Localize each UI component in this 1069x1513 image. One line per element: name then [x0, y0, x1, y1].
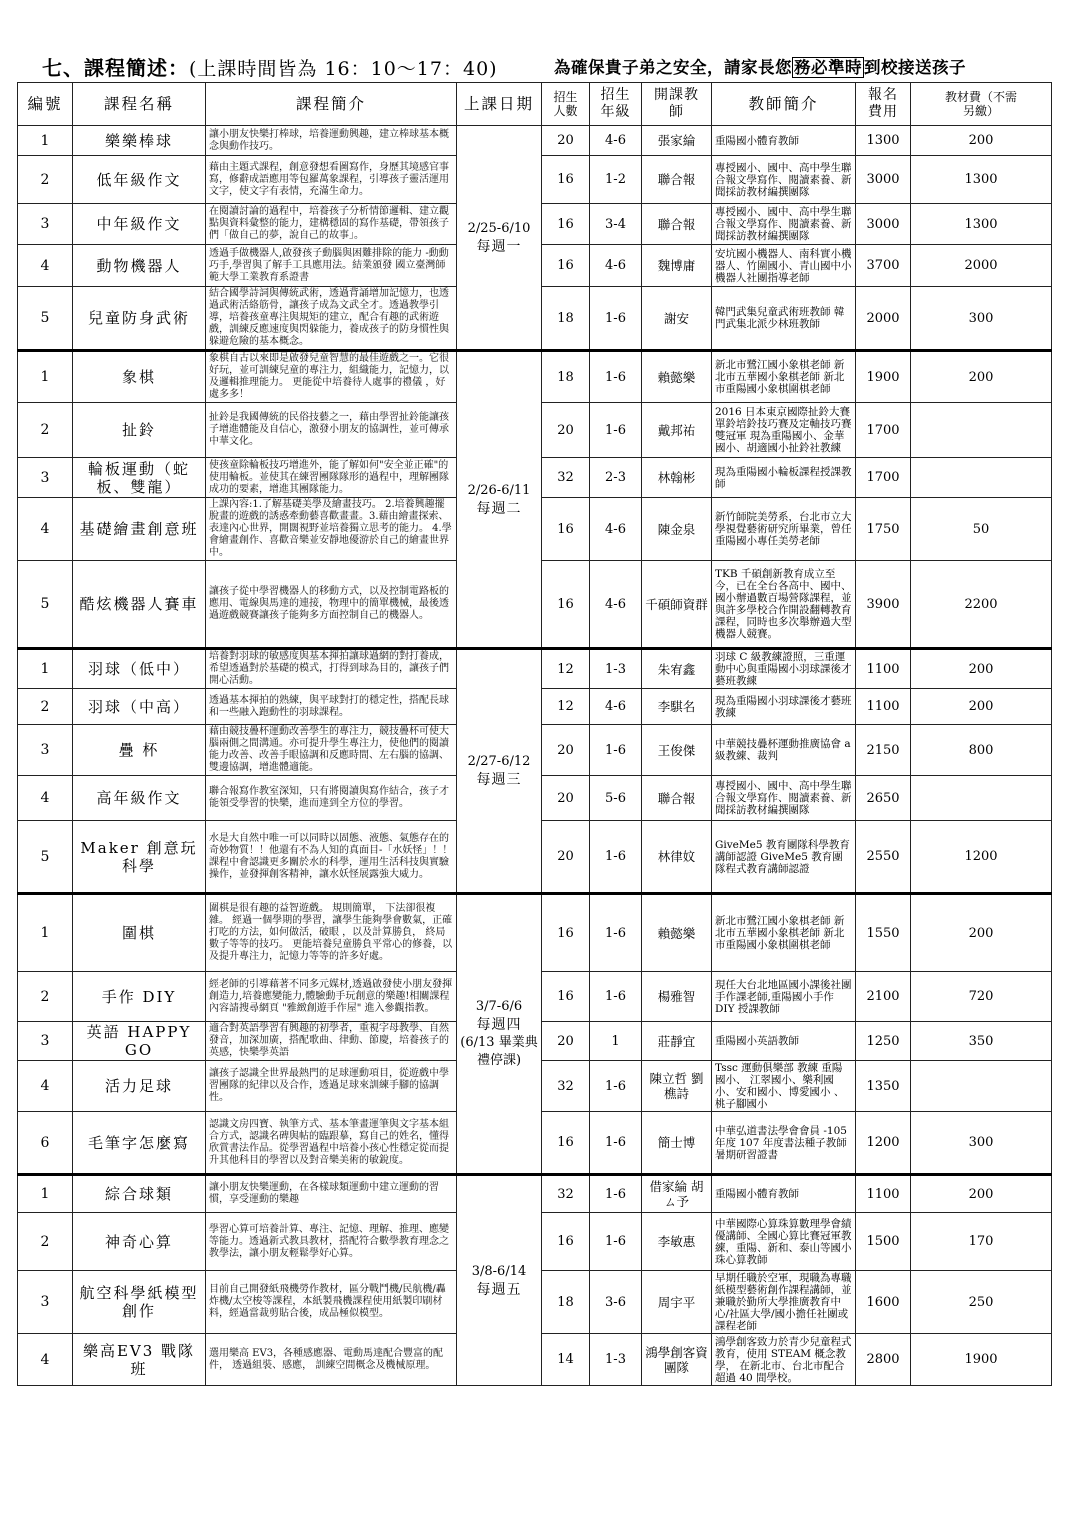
teacher-name: 周宇平	[642, 1271, 712, 1334]
teacher-intro: 重陽國小體育教師	[712, 1175, 856, 1213]
registration-fee: 1100	[856, 689, 911, 725]
course-id: 1	[18, 894, 73, 972]
col-header-id: 編號	[18, 83, 73, 126]
class-date-cell	[457, 351, 542, 649]
teacher-intro: 重陽國小英語教師	[712, 1022, 856, 1061]
grade-range: 1-6	[590, 1213, 642, 1271]
course-id: 4	[18, 1334, 73, 1386]
material-fee: 300	[911, 287, 1052, 351]
teacher-name: 李騏名	[642, 689, 712, 725]
course-intro: 學習心算可培養計算、專注、記憶、理解、推理、應變等能力。透過新式教具教材，搭配符合數學教育理念之教學法，讓小朋友輕鬆學好心算。	[206, 1213, 457, 1271]
teacher-name: 王俊傑	[642, 725, 712, 776]
notice-text-pre: 為確保貴子弟之安全，請家長您	[554, 58, 792, 77]
class-date-cell	[457, 1175, 542, 1386]
course-intro: 上課內容:1.了解基礎美學及繪畫技巧。 2.培養興趣擺脫畫的遊戲的誘惑牽動藝喜歡畫畫。3.藉由繪畫探索、表達內心世界，開闊視野並培養獨立思考的能力。 4.學會繪畫創作、喜歡音樂並安靜地優游於自己的繪畫世界中。	[206, 498, 457, 561]
capacity: 16	[542, 204, 590, 245]
material-fee: 2200	[911, 561, 1052, 649]
registration-fee: 3000	[856, 156, 911, 204]
course-id: 5	[18, 561, 73, 649]
capacity: 32	[542, 458, 590, 498]
course-id: 1	[18, 126, 73, 156]
capacity: 16	[542, 561, 590, 649]
course-name: 圍棋	[73, 894, 206, 972]
weekday: 每週四	[476, 1017, 522, 1033]
course-id: 6	[18, 1112, 73, 1175]
course-name: 象棋	[73, 351, 206, 403]
course-intro: 適合對英語學習有興趣的初學者，重視字母教學、自然發音，加深加廣，搭配歌曲、律動、節慶，培養孩子的英感，快樂學英語	[206, 1022, 457, 1061]
grade-range: 4-6	[590, 126, 642, 156]
registration-fee: 1750	[856, 498, 911, 561]
teacher-name: 聯合報	[642, 776, 712, 821]
material-fee: 50	[911, 498, 1052, 561]
grade-range: 1-2	[590, 156, 642, 204]
table-row	[18, 351, 1052, 403]
course-id: 1	[18, 351, 73, 403]
teacher-intro: 韓門武集兒童武術班教師 韓門武集北派少林班教師	[712, 287, 856, 351]
material-fee: 200	[911, 1175, 1052, 1213]
course-intro: 讓孩子認識全世界最熱門的足球運動項目，從遊戲中學習團隊的紀律以及合作，透過足球來訓練手腳的協調性。	[206, 1061, 457, 1112]
course-table	[17, 82, 1052, 1386]
registration-fee: 3900	[856, 561, 911, 649]
capacity: 20	[542, 776, 590, 821]
course-id: 2	[18, 403, 73, 458]
col-header-name: 課程名稱	[73, 83, 206, 126]
capacity: 20	[542, 403, 590, 458]
grade-range: 2-3	[590, 458, 642, 498]
capacity: 18	[542, 287, 590, 351]
registration-fee: 1500	[856, 1213, 911, 1271]
grade-range: 1-6	[590, 972, 642, 1022]
material-fee: 250	[911, 1271, 1052, 1334]
teacher-intro: 安坑國小機器人、南科實小機器人、竹圍國小、青山國中小機器人社團指導老師	[712, 245, 856, 287]
table-row	[18, 1175, 1052, 1213]
registration-fee: 2550	[856, 821, 911, 894]
teacher-name: 莊靜宜	[642, 1022, 712, 1061]
material-fee: 200	[911, 649, 1052, 689]
capacity: 18	[542, 351, 590, 403]
date-note: (6/13 畢業典禮停課)	[460, 1035, 538, 1068]
course-intro: 選用樂高 EV3，各種感應器、電動馬達配合豐富的配件， 透過組裝、感應， 訓練空間概念及機械原理。	[206, 1334, 457, 1386]
grade-range: 1-6	[590, 403, 642, 458]
grade-range: 1-6	[590, 1175, 642, 1213]
course-name: 羽球（低中）	[73, 649, 206, 689]
registration-fee: 2650	[856, 776, 911, 821]
class-date-cell	[457, 126, 542, 351]
capacity: 20	[542, 725, 590, 776]
course-intro: 藉由主題式課程，創意發想看圖寫作，身歷其境感官事寫，修辭成語應用等包羅萬象課程，引導孩子靈活運用文字，使文字有表情，充滿生命力。	[206, 156, 457, 204]
capacity: 16	[542, 894, 590, 972]
teacher-intro: GiveMe5 教育團隊科學教育講師認證 GiveMe5 教育團隊程式教育講師認證	[712, 821, 856, 894]
course-intro: 經老師的引導藉著不同多元媒材,透過啟發使小朋友發揮創造力,培養應變能力,體驗動手玩創意的樂趣!相關課程內容請搜尋網頁 "雅緻創遊手作屋" 進入參觀指教。	[206, 972, 457, 1022]
course-id: 3	[18, 1022, 73, 1061]
registration-fee: 1300	[856, 126, 911, 156]
date-range: 2/25-6/10	[467, 220, 531, 236]
grade-range: 5-6	[590, 776, 642, 821]
material-fee: 200	[911, 351, 1052, 403]
course-id: 2	[18, 156, 73, 204]
col-header-material: 教材費（不需另繳）	[911, 83, 1052, 126]
weekday: 每週三	[476, 772, 522, 788]
course-id: 3	[18, 1271, 73, 1334]
course-intro: 讓孩子從中學習機器人的移動方式，以及控制電路板的應用、電線與馬達的連接，物理中的簡單機械，最後透過遊戲競賽讓孩子能夠多方面控制自己的機器人。	[206, 561, 457, 649]
registration-fee: 1200	[856, 1112, 911, 1175]
material-fee: 800	[911, 725, 1052, 776]
teacher-name: 林翰彬	[642, 458, 712, 498]
course-intro: 讓小朋友快樂運動，在各樣球類運動中建立運動的習慣，享受運動的樂趣	[206, 1175, 457, 1213]
course-intro: 透過基本揮拍的熟練，與平球對打的穩定性，搭配長球和一些融入跑動性的羽球課程。	[206, 689, 457, 725]
notice-boxed-text: 務必準時	[794, 58, 862, 77]
grade-range: 1	[590, 1022, 642, 1061]
teacher-intro: 新北市鷺江國小象棋老師 新北市五華國小象棋老師 新北市重陽國小象棋圍棋老師	[712, 351, 856, 403]
class-date-cell	[457, 894, 542, 1175]
course-intro: 藉由競技疊杯運動改善學生的專注力，競技疊杯可使大腦兩側之間溝通。亦可提升學生專注力，使他們的閱讀能力改善、改善手眼協調和反應時間、左右腦的協調、雙邊協調，增進體適能。	[206, 725, 457, 776]
safety-notice	[554, 54, 966, 78]
col-header-fee: 報名費用	[856, 83, 911, 126]
course-intro: 透過手做機器人,啟發孩子動腦與困難排除的能力 -動動巧手,學習與了解手工具應用法。結業頒發 國立臺灣師範大學工業教育系證書	[206, 245, 457, 287]
capacity: 16	[542, 156, 590, 204]
course-name: 酷炫機器人賽車	[73, 561, 206, 649]
table-header	[18, 83, 1052, 126]
material-fee: 1300	[911, 204, 1052, 245]
teacher-name: 借家綸 胡ㄙ予	[642, 1175, 712, 1213]
capacity: 16	[542, 972, 590, 1022]
teacher-name: 千碩師資群	[642, 561, 712, 649]
capacity: 12	[542, 649, 590, 689]
course-intro: 結合國學詩詞與傳統武術，透過背誦增加記憶力，也透過武術活絡筋骨，讓孩子成為文武全才。透過教學引導，培養孩童專注與規矩的建立，配合有趣的武術遊戲，訓練反應速度與閃躲能力，養成孩子的防身慣性與躲避危險的基本概念。	[206, 287, 457, 351]
course-intro: 水是大自然中唯一可以同時以固態、液態、氣態存在的奇妙物質！！他還有不為人知的真面目-「水妖怪」！！課程中會認識更多關於水的科學，運用生活科技與實驗操作，並發揮創客精神，讓水妖怪展露強大威力。	[206, 821, 457, 894]
col-header-teacher: 開課教師	[642, 83, 712, 126]
material-fee: 350	[911, 1022, 1052, 1061]
capacity: 20	[542, 1022, 590, 1061]
teacher-intro: 中華國際心算珠算數理學會績優講師、全國心算比賽冠軍教練，重陽、新和、泰山等國小珠心算教師	[712, 1213, 856, 1271]
registration-fee: 1600	[856, 1271, 911, 1334]
course-name: 英語 HAPPY GO	[73, 1022, 206, 1061]
registration-fee: 2000	[856, 287, 911, 351]
class-time-subtitle: (上課時間皆為 16：10～17：40)	[189, 58, 498, 80]
grade-range: 1-6	[590, 894, 642, 972]
course-intro: 使孩童除輪板技巧增進外，能了解如何"安全並正確"的使用輪板。並使其在練習團隊隊形的過程中，理解團隊成功的要素，增進其團隊能力。	[206, 458, 457, 498]
teacher-intro: 鴻學創客致力於青少兒童程式教育，使用 STEAM 概念教學， 在新北市、台北市配合超過 40 間學校。	[712, 1334, 856, 1386]
registration-fee: 1250	[856, 1022, 911, 1061]
course-id: 1	[18, 649, 73, 689]
capacity: 18	[542, 1271, 590, 1334]
material-fee: 1200	[911, 821, 1052, 894]
course-name: 扯鈴	[73, 403, 206, 458]
grade-range: 1-6	[590, 1061, 642, 1112]
capacity: 16	[542, 1112, 590, 1175]
material-fee	[911, 403, 1052, 458]
course-name: 基礎繪畫創意班	[73, 498, 206, 561]
material-fee	[911, 1061, 1052, 1112]
teacher-name: 賴懿樂	[642, 351, 712, 403]
registration-fee: 3700	[856, 245, 911, 287]
capacity: 16	[542, 1213, 590, 1271]
teacher-intro: 2016 日本東京國際扯鈴大賽單鈴培鈴技巧賽及定軸技巧賽雙冠軍 現為重陽國小、金華國小、胡適國小扯鈴社教練	[712, 403, 856, 458]
col-header-date: 上課日期	[457, 83, 542, 126]
material-fee: 200	[911, 126, 1052, 156]
course-name: 樂樂棒球	[73, 126, 206, 156]
material-fee: 1300	[911, 156, 1052, 204]
registration-fee: 2150	[856, 725, 911, 776]
registration-fee: 2800	[856, 1334, 911, 1386]
course-name: 兒童防身武術	[73, 287, 206, 351]
course-name: 神奇心算	[73, 1213, 206, 1271]
material-fee	[911, 776, 1052, 821]
table-row	[18, 649, 1052, 689]
teacher-intro: TKB 千碩創新教育成立至今，已在全台各高中、國中、國小辦過數百場營隊課程，並與許多學校合作開設翻轉教育課程，同時也多次舉辦過大型機器人競賽。	[712, 561, 856, 649]
grade-range: 4-6	[590, 498, 642, 561]
registration-fee: 3000	[856, 204, 911, 245]
col-header-intro: 課程簡介	[206, 83, 457, 126]
course-intro: 聯合報寫作教室深知，只有將閱讀與寫作結合，孩子才能領受學習的快樂，進而達到全方位的學習。	[206, 776, 457, 821]
teacher-name: 聯合報	[642, 156, 712, 204]
teacher-name: 戴邦祐	[642, 403, 712, 458]
course-name: 疊 杯	[73, 725, 206, 776]
grade-range: 3-4	[590, 204, 642, 245]
teacher-intro: 現為重陽國小輪板課程授課教師	[712, 458, 856, 498]
weekday: 每週一	[476, 238, 522, 255]
capacity: 32	[542, 1175, 590, 1213]
teacher-intro: Tssc 運動俱樂部 教練 重陽國小、 江翠國小、樂利國小、安和國小、博愛國小 、桃子腳國小	[712, 1061, 856, 1112]
teacher-name: 謝安	[642, 287, 712, 351]
grade-range: 3-6	[590, 1271, 642, 1334]
capacity: 32	[542, 1061, 590, 1112]
grade-range: 1-6	[590, 725, 642, 776]
course-name: 低年級作文	[73, 156, 206, 204]
course-id: 2	[18, 1213, 73, 1271]
grade-range: 1-3	[590, 1334, 642, 1386]
capacity: 14	[542, 1334, 590, 1386]
page-header	[42, 50, 1042, 82]
course-intro: 扯鈴是我國傳統的民俗技藝之一，藉由學習扯鈴能讓孩子增進體能及自信心，激發小朋友的協調性，並可傳承中華文化。	[206, 403, 457, 458]
class-date-cell	[457, 649, 542, 894]
notice-text-post: 到校接送孩子	[864, 58, 966, 77]
grade-range: 1-6	[590, 1112, 642, 1175]
course-name: 樂高EV3 戰隊班	[73, 1334, 206, 1386]
table-body	[18, 126, 1052, 1386]
course-name: 中年級作文	[73, 204, 206, 245]
course-name: 手作 DIY	[73, 972, 206, 1022]
course-id: 2	[18, 689, 73, 725]
course-name: 羽球（中高）	[73, 689, 206, 725]
teacher-intro: 現為重陽國小羽球課後才藝班教練	[712, 689, 856, 725]
material-fee: 300	[911, 1112, 1052, 1175]
teacher-name: 簡士博	[642, 1112, 712, 1175]
course-intro: 象棋自古以來即是啟發兒童智慧的最佳遊戲之一。它很好玩，並可訓練兒童的專注力，組織能力，記憶力，以及邏輯推理能力。 更能從中培養待人處事的禮儀 ，好處多多！	[206, 351, 457, 403]
capacity: 20	[542, 126, 590, 156]
material-fee: 2000	[911, 245, 1052, 287]
teacher-intro: 新竹師院美勞系，台北市立大學視覺藝術研究所畢業，曾任重陽國小專任美勞老師	[712, 498, 856, 561]
teacher-name: 李敏惠	[642, 1213, 712, 1271]
material-fee: 200	[911, 894, 1052, 972]
teacher-intro: 重陽國小體育教師	[712, 126, 856, 156]
course-id: 5	[18, 287, 73, 351]
grade-range: 1-6	[590, 287, 642, 351]
grade-range: 1-6	[590, 351, 642, 403]
registration-fee: 1900	[856, 351, 911, 403]
course-intro: 讓小朋友快樂打棒球，培養運動興趣，建立棒球基本概念與動作技巧。	[206, 126, 457, 156]
section-title	[42, 52, 498, 81]
teacher-name: 陳立哲 劉樵詩	[642, 1061, 712, 1112]
date-range: 3/8-6/14	[471, 1263, 527, 1279]
registration-fee: 2100	[856, 972, 911, 1022]
table-row	[18, 894, 1052, 972]
course-name: 動物機器人	[73, 245, 206, 287]
teacher-name: 楊雅智	[642, 972, 712, 1022]
teacher-name: 賴懿樂	[642, 894, 712, 972]
teacher-name: 林律妏	[642, 821, 712, 894]
course-intro: 在閱讀討論的過程中，培養孩子分析情節邏輯、建立觀點與資料彙整的能力，建構穩固的寫作基礎，帶領孩子們「做自己的夢，說自己的故事」。	[206, 204, 457, 245]
course-intro: 培養對羽球的敏感度與基本揮拍讓球過網的對打養成，希望透過對於基礎的模式，打得到球為目的，讓孩子們開心活動。	[206, 649, 457, 689]
registration-fee: 1700	[856, 458, 911, 498]
date-range: 2/27-6/12	[467, 754, 531, 769]
material-fee	[911, 458, 1052, 498]
teacher-name: 魏博庸	[642, 245, 712, 287]
teacher-intro: 羽球 C 級教練證照，三重運動中心與重陽國小羽球課後才藝班教練	[712, 649, 856, 689]
course-name: 高年級作文	[73, 776, 206, 821]
col-header-grade: 招生年級	[590, 83, 642, 126]
course-id: 1	[18, 1175, 73, 1213]
teacher-name: 朱宥鑫	[642, 649, 712, 689]
capacity: 16	[542, 245, 590, 287]
material-fee: 170	[911, 1213, 1052, 1271]
course-name: 綜合球類	[73, 1175, 206, 1213]
title-text: 七、課程簡述：	[42, 56, 189, 80]
course-id: 3	[18, 204, 73, 245]
weekday: 每週五	[476, 1281, 522, 1298]
material-fee: 200	[911, 689, 1052, 725]
course-id: 4	[18, 1061, 73, 1112]
grade-range: 1-6	[590, 821, 642, 894]
course-intro: 圍棋是很有趣的益智遊戲。 規則簡單， 下法卻很複雜。 經過一個學期的學習，讓學生能夠學會數氣，正確打吃的方法，如何做活，破眼 ，以及計算勝負， 終局數子等等的技巧。 更能培養兒童勝負平常心的修養，以及提升專注力，記憶力等等的許多好處。	[206, 894, 457, 972]
course-id: 3	[18, 725, 73, 776]
teacher-intro: 專授國小、國中、高中學生聯合報文學寫作、閱讀素養、新聞採訪教材編撰團隊	[712, 204, 856, 245]
course-id: 5	[18, 821, 73, 894]
registration-fee: 1700	[856, 403, 911, 458]
course-intro: 認識文房四寶、執筆方式、基本筆畫運筆與文字基本組合方式，認識名碑與帖的臨跟摹，寫自己的姓名，懂得欣賞書法作品。從學習過程中培養小孩心性穩定從而提升其他科目的學習以及對音樂美術的敏銳度。	[206, 1112, 457, 1175]
registration-fee: 1550	[856, 894, 911, 972]
course-name: 毛筆字怎麼寫	[73, 1112, 206, 1175]
course-id: 4	[18, 245, 73, 287]
table-row	[18, 126, 1052, 156]
course-name: Maker 創意玩科學	[73, 821, 206, 894]
grade-range: 4-6	[590, 561, 642, 649]
date-range: 2/26-6/11	[467, 482, 531, 498]
date-range: 3/7-6/6	[475, 999, 523, 1014]
course-id: 2	[18, 972, 73, 1022]
teacher-name: 聯合報	[642, 204, 712, 245]
teacher-intro: 現任大台北地區國小課後社團手作課老師,重陽國小手作 DIY 授課教師	[712, 972, 856, 1022]
capacity: 12	[542, 689, 590, 725]
registration-fee: 1100	[856, 649, 911, 689]
teacher-intro: 專授國小、國中、高中學生聯合報文學寫作、閱讀素養、新聞採訪教材編撰團隊	[712, 776, 856, 821]
capacity: 16	[542, 498, 590, 561]
course-name: 活力足球	[73, 1061, 206, 1112]
grade-range: 4-6	[590, 245, 642, 287]
course-intro: 目前自己開發紙飛機勞作教材，區分戰鬥機/民航機/轟炸機/太空梭等課程，本紙製飛機課程使用紙製印刷材料，經過當裁剪貼合後，成品極似模型。	[206, 1271, 457, 1334]
teacher-intro: 專授國小、國中、高中學生聯合報文學寫作、閱讀素養、新聞採訪教材編撰團隊	[712, 156, 856, 204]
course-id: 4	[18, 498, 73, 561]
col-header-teacher-intro: 教師簡介	[712, 83, 856, 126]
teacher-intro: 中華競技疊杯運動推廣協會 a 級教練、裁判	[712, 725, 856, 776]
weekday: 每週二	[476, 500, 522, 517]
course-id: 4	[18, 776, 73, 821]
grade-range: 4-6	[590, 689, 642, 725]
material-fee: 720	[911, 972, 1052, 1022]
course-id: 3	[18, 458, 73, 498]
registration-fee: 1100	[856, 1175, 911, 1213]
registration-fee: 1350	[856, 1061, 911, 1112]
grade-range: 1-3	[590, 649, 642, 689]
course-name: 航空科學紙模型創作	[73, 1271, 206, 1334]
teacher-intro: 新北市鷺江國小象棋老師 新北市五華國小象棋老師 新北市重陽國小象棋圍棋老師	[712, 894, 856, 972]
teacher-name: 陳金泉	[642, 498, 712, 561]
teacher-name: 張家綸	[642, 126, 712, 156]
capacity: 20	[542, 821, 590, 894]
teacher-intro: 早期任職於空軍，現職為專職紙模型藝術創作課程講師，並兼職於勤所大學推廣教育中心/社區大學/國小擔任社團或課程老師	[712, 1271, 856, 1334]
teacher-intro: 中華弘道書法學會會員 -105 年度 107 年度書法種子教師暑期研習證書	[712, 1112, 856, 1175]
teacher-name: 鴻學創客資團隊	[642, 1334, 712, 1386]
material-fee: 1900	[911, 1334, 1052, 1386]
course-name: 輪板運動（蛇板、雙龍）	[73, 458, 206, 498]
col-header-capacity: 招生人數	[542, 83, 590, 126]
